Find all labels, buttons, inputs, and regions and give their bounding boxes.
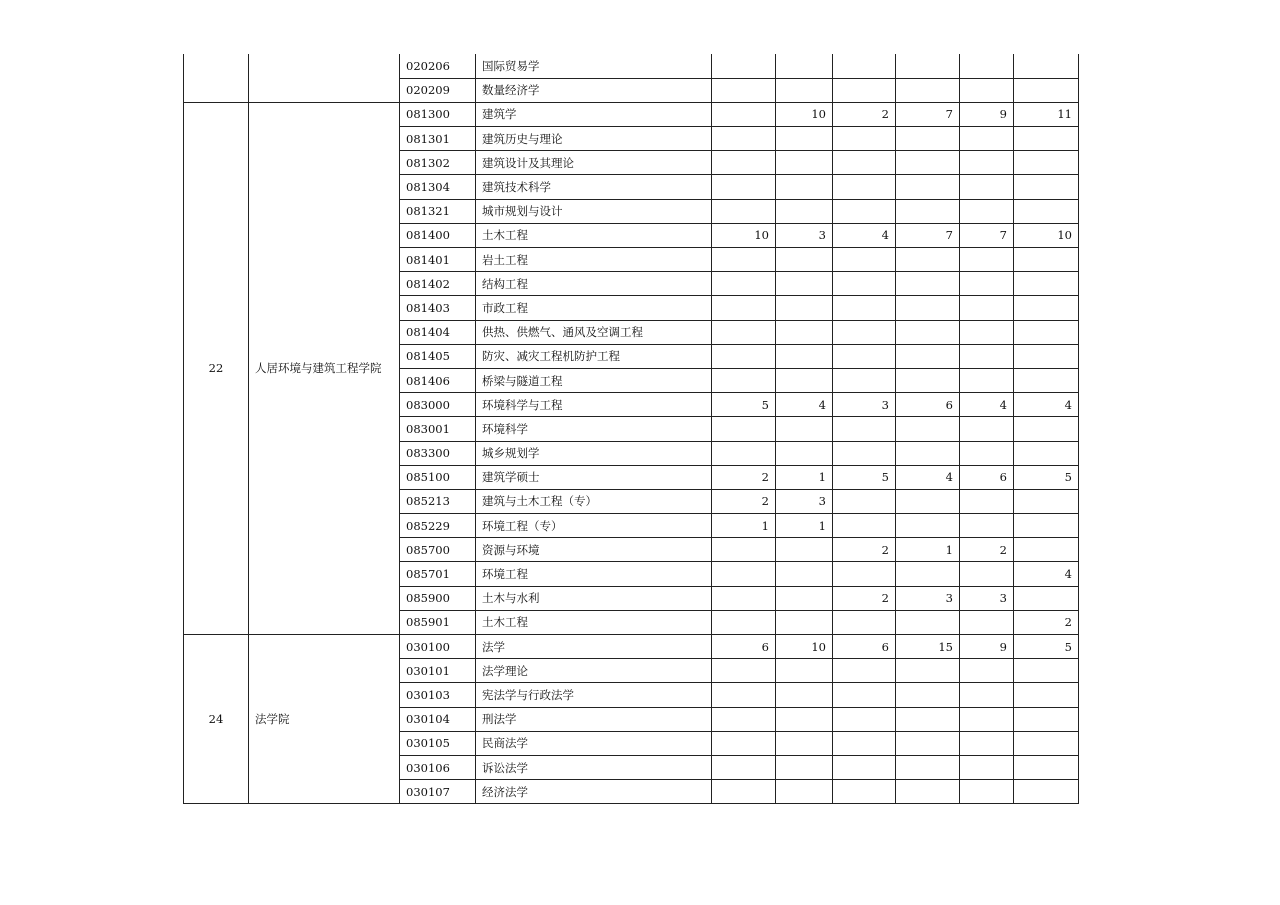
value-cell [1014, 320, 1079, 344]
value-cell [1014, 755, 1079, 779]
value-cell [833, 755, 896, 779]
value-cell [960, 151, 1014, 175]
value-cell: 2 [712, 465, 776, 489]
major-code: 081403 [400, 296, 476, 320]
value-cell [833, 368, 896, 392]
value-cell: 4 [896, 465, 960, 489]
value-cell [776, 780, 833, 804]
value-cell [960, 659, 1014, 683]
major-name: 环境科学 [476, 417, 712, 441]
value-cell [833, 199, 896, 223]
value-cell [896, 707, 960, 731]
value-cell [776, 755, 833, 779]
major-code: 081301 [400, 127, 476, 151]
value-cell [776, 175, 833, 199]
major-code: 030101 [400, 659, 476, 683]
table-row [184, 102, 1079, 126]
value-cell: 3 [896, 586, 960, 610]
college-number [184, 54, 249, 102]
college-name [249, 54, 400, 102]
value-cell [1014, 417, 1079, 441]
major-code: 083300 [400, 441, 476, 465]
value-cell: 10 [1014, 223, 1079, 247]
major-name: 防灾、减灾工程机防护工程 [476, 344, 712, 368]
value-cell [1014, 199, 1079, 223]
value-cell [960, 417, 1014, 441]
value-cell [1014, 538, 1079, 562]
value-cell [776, 368, 833, 392]
value-cell [896, 780, 960, 804]
value-cell [712, 344, 776, 368]
major-code: 081401 [400, 248, 476, 272]
major-code: 085213 [400, 489, 476, 513]
value-cell [960, 320, 1014, 344]
value-cell [896, 441, 960, 465]
value-cell [833, 78, 896, 102]
value-cell: 10 [776, 102, 833, 126]
value-cell [1014, 514, 1079, 538]
value-cell [896, 514, 960, 538]
value-cell [960, 368, 1014, 392]
value-cell [712, 586, 776, 610]
value-cell [833, 127, 896, 151]
value-cell [833, 659, 896, 683]
major-code: 030104 [400, 707, 476, 731]
value-cell: 5 [712, 393, 776, 417]
value-cell [712, 296, 776, 320]
enrollment-table [183, 54, 1079, 804]
value-cell: 4 [960, 393, 1014, 417]
value-cell [833, 683, 896, 707]
value-cell [833, 151, 896, 175]
value-cell: 3 [833, 393, 896, 417]
major-name: 土木与水利 [476, 586, 712, 610]
value-cell [1014, 683, 1079, 707]
value-cell [712, 707, 776, 731]
value-cell [896, 562, 960, 586]
value-cell: 6 [896, 393, 960, 417]
major-name: 建筑与土木工程（专） [476, 489, 712, 513]
table-row [184, 635, 1079, 659]
value-cell: 5 [1014, 635, 1079, 659]
major-code: 085900 [400, 586, 476, 610]
major-code: 083000 [400, 393, 476, 417]
value-cell: 2 [1014, 610, 1079, 634]
value-cell [712, 659, 776, 683]
value-cell [776, 586, 833, 610]
value-cell [712, 151, 776, 175]
value-cell [776, 344, 833, 368]
value-cell [896, 248, 960, 272]
major-name: 刑法学 [476, 707, 712, 731]
value-cell [712, 683, 776, 707]
value-cell [712, 538, 776, 562]
major-code: 020209 [400, 78, 476, 102]
value-cell [896, 127, 960, 151]
major-name: 建筑学 [476, 102, 712, 126]
value-cell [960, 731, 1014, 755]
value-cell [776, 707, 833, 731]
value-cell [833, 780, 896, 804]
value-cell [1014, 127, 1079, 151]
major-name: 建筑学硕士 [476, 465, 712, 489]
value-cell [776, 562, 833, 586]
value-cell: 7 [960, 223, 1014, 247]
value-cell [833, 320, 896, 344]
value-cell: 2 [833, 102, 896, 126]
value-cell: 1 [776, 514, 833, 538]
major-name: 建筑技术科学 [476, 175, 712, 199]
major-name: 宪法学与行政法学 [476, 683, 712, 707]
value-cell: 1 [776, 465, 833, 489]
value-cell [833, 514, 896, 538]
major-code: 081402 [400, 272, 476, 296]
college-name: 法学院 [249, 635, 400, 804]
value-cell [960, 441, 1014, 465]
major-code: 030103 [400, 683, 476, 707]
value-cell [960, 514, 1014, 538]
value-cell [1014, 659, 1079, 683]
major-code: 081400 [400, 223, 476, 247]
value-cell [896, 272, 960, 296]
value-cell [896, 368, 960, 392]
college-number: 24 [184, 635, 249, 804]
value-cell: 5 [833, 465, 896, 489]
value-cell: 2 [960, 538, 1014, 562]
major-code: 085229 [400, 514, 476, 538]
value-cell: 2 [833, 538, 896, 562]
value-cell [960, 175, 1014, 199]
major-name: 资源与环境 [476, 538, 712, 562]
value-cell [960, 78, 1014, 102]
value-cell [960, 780, 1014, 804]
value-cell: 15 [896, 635, 960, 659]
value-cell [712, 248, 776, 272]
value-cell [896, 175, 960, 199]
value-cell [776, 54, 833, 78]
major-code: 081300 [400, 102, 476, 126]
major-code: 030105 [400, 731, 476, 755]
major-code: 083001 [400, 417, 476, 441]
value-cell: 9 [960, 635, 1014, 659]
value-cell: 3 [776, 489, 833, 513]
value-cell [960, 296, 1014, 320]
value-cell [896, 417, 960, 441]
value-cell: 2 [833, 586, 896, 610]
value-cell [1014, 272, 1079, 296]
major-code: 081406 [400, 368, 476, 392]
major-name: 建筑历史与理论 [476, 127, 712, 151]
value-cell [960, 755, 1014, 779]
value-cell [896, 610, 960, 634]
value-cell [896, 755, 960, 779]
value-cell [776, 127, 833, 151]
value-cell [712, 272, 776, 296]
value-cell [712, 731, 776, 755]
value-cell [833, 54, 896, 78]
value-cell [1014, 175, 1079, 199]
major-name: 岩土工程 [476, 248, 712, 272]
major-name: 法学 [476, 635, 712, 659]
value-cell [776, 659, 833, 683]
value-cell [712, 417, 776, 441]
value-cell: 10 [776, 635, 833, 659]
value-cell [712, 54, 776, 78]
value-cell [712, 780, 776, 804]
value-cell [776, 441, 833, 465]
value-cell [712, 199, 776, 223]
college-name: 人居环境与建筑工程学院 [249, 102, 400, 634]
value-cell: 4 [1014, 562, 1079, 586]
value-cell [1014, 248, 1079, 272]
major-code: 085700 [400, 538, 476, 562]
value-cell [712, 78, 776, 102]
value-cell [776, 78, 833, 102]
value-cell [833, 731, 896, 755]
major-code: 020206 [400, 54, 476, 78]
value-cell [960, 127, 1014, 151]
value-cell [896, 344, 960, 368]
value-cell: 6 [833, 635, 896, 659]
value-cell [833, 610, 896, 634]
value-cell: 10 [712, 223, 776, 247]
value-cell [896, 731, 960, 755]
value-cell [712, 175, 776, 199]
value-cell [896, 151, 960, 175]
value-cell: 6 [960, 465, 1014, 489]
major-name: 结构工程 [476, 272, 712, 296]
major-name: 经济法学 [476, 780, 712, 804]
major-code: 081321 [400, 199, 476, 223]
value-cell [776, 320, 833, 344]
value-cell: 1 [896, 538, 960, 562]
major-name: 建筑设计及其理论 [476, 151, 712, 175]
value-cell [776, 248, 833, 272]
value-cell [776, 296, 833, 320]
value-cell [1014, 151, 1079, 175]
value-cell [833, 248, 896, 272]
major-name: 土木工程 [476, 223, 712, 247]
value-cell [1014, 586, 1079, 610]
major-code: 081304 [400, 175, 476, 199]
value-cell [960, 248, 1014, 272]
major-code: 085100 [400, 465, 476, 489]
value-cell [896, 296, 960, 320]
major-name: 桥梁与隧道工程 [476, 368, 712, 392]
value-cell [833, 344, 896, 368]
value-cell [712, 127, 776, 151]
value-cell [960, 707, 1014, 731]
value-cell: 9 [960, 102, 1014, 126]
major-name: 环境工程（专） [476, 514, 712, 538]
value-cell [776, 683, 833, 707]
value-cell [1014, 344, 1079, 368]
value-cell [896, 683, 960, 707]
value-cell [712, 610, 776, 634]
major-name: 土木工程 [476, 610, 712, 634]
value-cell [896, 320, 960, 344]
value-cell [960, 683, 1014, 707]
value-cell [960, 610, 1014, 634]
value-cell [960, 199, 1014, 223]
major-code: 030100 [400, 635, 476, 659]
value-cell: 3 [776, 223, 833, 247]
value-cell: 1 [712, 514, 776, 538]
value-cell: 4 [776, 393, 833, 417]
value-cell [896, 78, 960, 102]
value-cell [833, 489, 896, 513]
value-cell [1014, 54, 1079, 78]
major-name: 城市规划与设计 [476, 199, 712, 223]
value-cell [1014, 368, 1079, 392]
major-code: 030106 [400, 755, 476, 779]
value-cell [833, 707, 896, 731]
value-cell [712, 368, 776, 392]
major-name: 诉讼法学 [476, 755, 712, 779]
major-code: 085901 [400, 610, 476, 634]
value-cell [960, 54, 1014, 78]
value-cell [896, 54, 960, 78]
major-code: 085701 [400, 562, 476, 586]
value-cell: 7 [896, 102, 960, 126]
value-cell [776, 272, 833, 296]
major-name: 法学理论 [476, 659, 712, 683]
value-cell [712, 320, 776, 344]
major-code: 081404 [400, 320, 476, 344]
value-cell [960, 562, 1014, 586]
value-cell [833, 562, 896, 586]
value-cell [896, 659, 960, 683]
value-cell [776, 610, 833, 634]
value-cell [1014, 707, 1079, 731]
major-name: 数量经济学 [476, 78, 712, 102]
value-cell [1014, 780, 1079, 804]
value-cell [960, 489, 1014, 513]
value-cell [712, 102, 776, 126]
value-cell [833, 441, 896, 465]
value-cell [776, 151, 833, 175]
value-cell [1014, 441, 1079, 465]
major-name: 市政工程 [476, 296, 712, 320]
value-cell [960, 272, 1014, 296]
table-row [184, 54, 1079, 78]
major-name: 环境工程 [476, 562, 712, 586]
value-cell [1014, 489, 1079, 513]
value-cell [1014, 296, 1079, 320]
major-code: 081302 [400, 151, 476, 175]
value-cell [833, 272, 896, 296]
value-cell [1014, 78, 1079, 102]
value-cell: 5 [1014, 465, 1079, 489]
major-name: 国际贸易学 [476, 54, 712, 78]
value-cell [776, 199, 833, 223]
value-cell [776, 417, 833, 441]
value-cell [833, 175, 896, 199]
value-cell [712, 755, 776, 779]
value-cell: 7 [896, 223, 960, 247]
value-cell [712, 562, 776, 586]
value-cell [833, 417, 896, 441]
value-cell [960, 344, 1014, 368]
table-body [184, 54, 1079, 804]
value-cell: 4 [833, 223, 896, 247]
major-name: 供热、供燃气、通风及空调工程 [476, 320, 712, 344]
value-cell [776, 731, 833, 755]
major-code: 081405 [400, 344, 476, 368]
major-name: 城乡规划学 [476, 441, 712, 465]
value-cell: 2 [712, 489, 776, 513]
value-cell: 4 [1014, 393, 1079, 417]
value-cell: 6 [712, 635, 776, 659]
major-name: 民商法学 [476, 731, 712, 755]
major-name: 环境科学与工程 [476, 393, 712, 417]
major-code: 030107 [400, 780, 476, 804]
value-cell: 3 [960, 586, 1014, 610]
value-cell [896, 489, 960, 513]
college-number: 22 [184, 102, 249, 634]
value-cell [833, 296, 896, 320]
value-cell [712, 441, 776, 465]
value-cell [1014, 731, 1079, 755]
value-cell: 11 [1014, 102, 1079, 126]
value-cell [896, 199, 960, 223]
value-cell [776, 538, 833, 562]
